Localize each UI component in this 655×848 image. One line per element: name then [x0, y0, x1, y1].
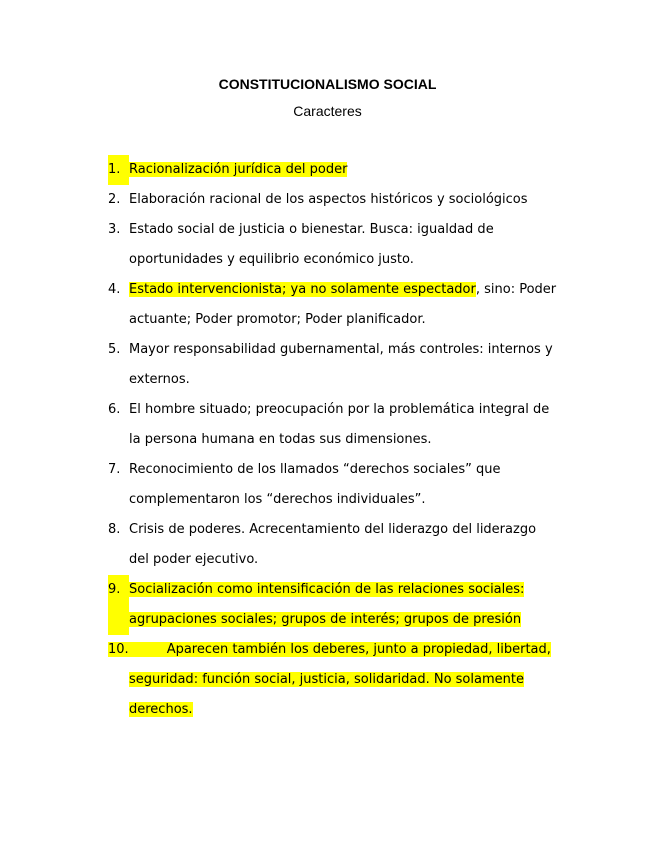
list-item-6 — [108, 395, 568, 455]
item-text-highlighted: Socialización como intensificación de las relaciones sociales: — [129, 582, 525, 597]
item-text-highlighted: Estado intervencionista; ya no solamente espectador — [129, 282, 476, 297]
item-number: 10. — [108, 642, 129, 657]
document-subtitle: Caracteres — [293, 103, 362, 119]
item-text: actuante; Poder promotor; Poder planificador. — [129, 312, 426, 327]
characteristics-list — [108, 155, 568, 725]
list-item-9 — [108, 575, 568, 635]
item-text-highlighted: seguridad: función social, justicia, solidaridad. No solamente — [129, 672, 524, 687]
item-number: 5. — [108, 342, 121, 357]
item-number: 6. — [108, 402, 121, 417]
item-text: Crisis de poderes. Acrecentamiento del liderazgo del liderazgo — [129, 522, 537, 537]
item-number: 9. — [108, 575, 129, 635]
list-item-3 — [108, 215, 568, 275]
item-text: Estado social de justicia o bienestar. Busca: igualdad de — [129, 222, 494, 237]
document-title: CONSTITUCIONALISMO SOCIAL — [218, 76, 437, 92]
item-number: 2. — [108, 192, 121, 207]
list-item-7 — [108, 455, 568, 515]
item-number: 7. — [108, 462, 121, 477]
item-text-highlighted: derechos. — [129, 702, 193, 717]
list-item-4 — [108, 275, 568, 335]
item-text: Reconocimiento de los llamados “derechos sociales” que — [129, 462, 501, 477]
item-text-highlighted: Aparecen también los deberes, junto a propiedad, libertad, — [166, 642, 551, 657]
item-text: complementaron los “derechos individuales”. — [129, 492, 426, 507]
item-text-highlighted: Racionalización jurídica del poder — [129, 162, 348, 177]
item-text: El hombre situado; preocupación por la problemática integral de — [129, 402, 550, 417]
item-text: Elaboración racional de los aspectos históricos y sociológicos — [129, 192, 528, 207]
item-number: 4. — [108, 282, 121, 297]
item-text: Mayor responsabilidad gubernamental, más controles: internos y — [129, 342, 553, 357]
item-text: la persona humana en todas sus dimensiones. — [129, 432, 432, 447]
item-text: externos. — [129, 372, 190, 387]
list-item-2 — [108, 185, 568, 215]
list-item-10 — [108, 635, 568, 725]
item-text-highlighted: agrupaciones sociales; grupos de interés; grupos de presión — [129, 612, 522, 627]
list-item-5 — [108, 335, 568, 395]
list-item-8 — [108, 515, 568, 575]
item-number: 3. — [108, 222, 121, 237]
item-text: , sino: Poder — [475, 282, 557, 297]
list-item-1 — [108, 155, 568, 185]
item-text: oportunidades y equilibrio económico justo. — [129, 252, 414, 267]
item-number: 8. — [108, 522, 121, 537]
item-number: 1. — [108, 155, 129, 185]
item-text: del poder ejecutivo. — [129, 552, 259, 567]
